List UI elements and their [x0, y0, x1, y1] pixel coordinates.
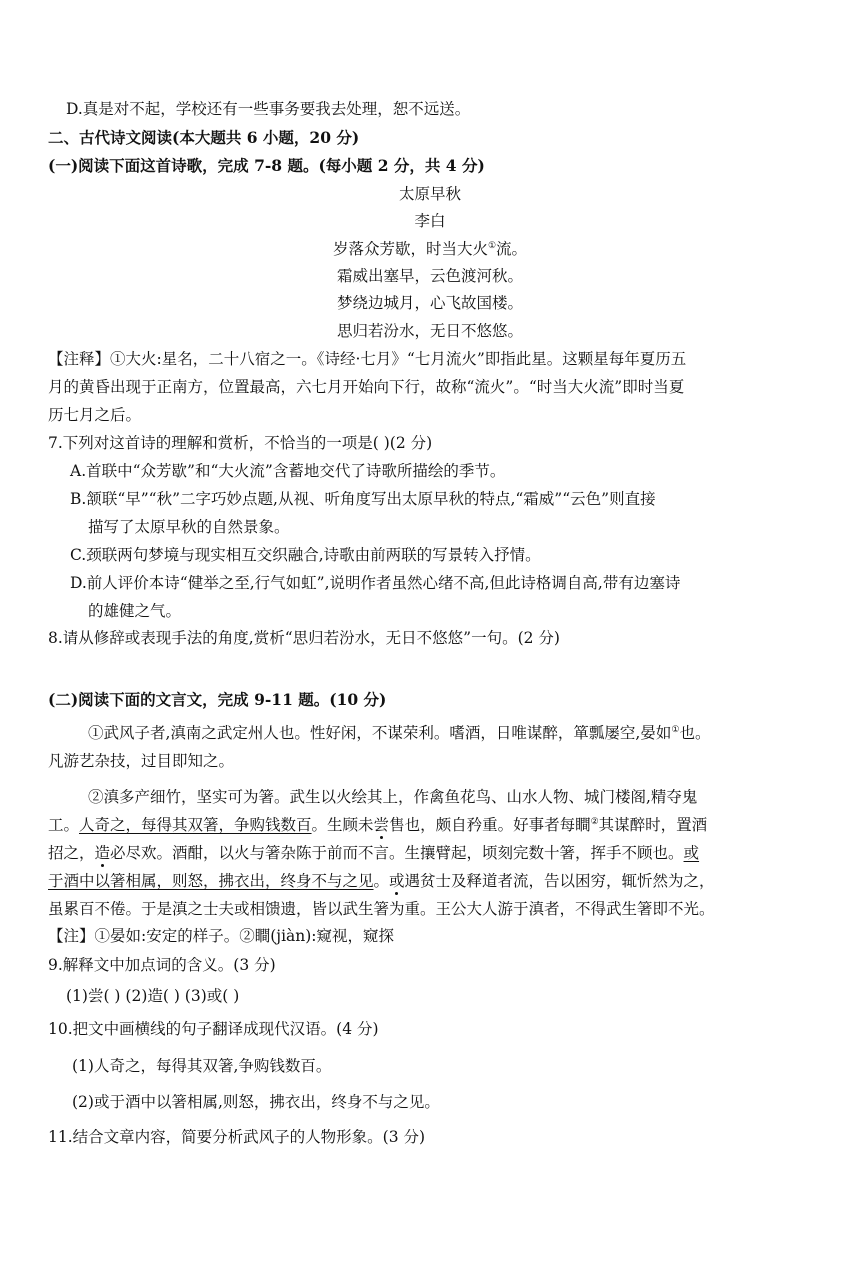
passage-p2-line-2: 工。人奇之，每得其双箸，争购钱数百。生顾未尝售也，颇自矜重。好事者每瞷②其谋醉时，置酒	[48, 816, 708, 834]
poem-title: 太原早秋	[398, 185, 461, 203]
q9-stem: 9.解释文中加点词的含义。(3 分)	[48, 956, 276, 974]
prev-option-d: D.真是对不起，学校还有一些事务要我去处理，恕不远送。	[66, 100, 471, 118]
dotted-word-zao: 造	[94, 844, 111, 862]
poem-line-3: 梦绕边城月，心飞故国楼。	[336, 294, 523, 312]
poem-line-4: 思归若汾水，无日不悠悠。	[336, 322, 523, 340]
underlined-sentence-1: 人奇之，每得其双箸，争购钱数百	[79, 816, 312, 834]
poem-note-line-2: 月的黄昏出现于正南方，位置最高，六七月开始向下行，故称“流火”。“时当大火流”即时当夏	[48, 378, 685, 396]
footnote-mark: ①	[671, 724, 680, 735]
poem-author: 李白	[414, 212, 446, 230]
q7-option-a: A.首联中“众芳歇”和“大火流”含蓄地交代了诗歌所描绘的季节。	[70, 462, 506, 480]
footnote-mark: ①	[487, 240, 497, 251]
poem-line-2: 霜威出塞早，云色渡河秋。	[336, 267, 523, 285]
passage-p2-line-5: 虽累百不倦。于是滇之士夫或相馈遗，皆以武生箸为重。王公大人游于滇者，不得武生箸即不光。	[48, 900, 715, 918]
passage-p2-line-1: ②滇多产细竹，坚实可为箸。武生以火绘其上，作禽鱼花鸟、山水人物、城门楼阁,精夺鬼	[88, 788, 698, 806]
q7-option-b: B.颔联“早”“秋”二字巧妙点题,从视、听角度写出太原早秋的特点,“霜威”“云色”则直接	[70, 490, 656, 508]
q11: 11.结合文章内容，简要分析武风子的人物形象。(3 分)	[48, 1128, 426, 1146]
footnote-mark: ②	[590, 816, 599, 827]
q7-option-d: D.前人评价本诗“健举之至,行气如虹”,说明作者虽然心绪不高,但此诗格调自高,带有边塞诗	[70, 574, 681, 592]
dotted-word-huo: 或	[389, 872, 405, 890]
q10-sentence-1: (1)人奇之，每得其双箸,争购钱数百。	[72, 1057, 332, 1075]
q8: 8.请从修辞或表现手法的角度,赏析“思归若汾水，无日不悠悠”一句。(2 分)	[48, 629, 560, 647]
passage-note: 【注】①晏如:安定的样子。②瞷(jiàn):窥视，窥探	[48, 927, 395, 945]
poem-note-line-1: 【注释】①大火:星名，二十八宿之一。《诗经·七月》“七月流火”即指此星。这颗星每年夏历五	[48, 350, 687, 368]
part2-heading: (二)阅读下面的文言文，完成 9-11 题。(10 分)	[48, 690, 387, 709]
poem-note-line-3: 历七月之后。	[48, 406, 142, 424]
q7-stem: 7.下列对这首诗的理解和赏析，不恰当的一项是( )(2 分)	[48, 434, 433, 452]
section-heading: 二、古代诗文阅读(本大题共 6 小题，20 分)	[48, 128, 360, 147]
part1-heading: (一)阅读下面这首诗歌，完成 7-8 题。(每小题 2 分，共 4 分)	[48, 156, 485, 175]
underlined-sentence-2: 于酒中以箸相属，则怒，拂衣出，终身不与之见	[48, 872, 374, 890]
underlined-sentence-2-start: 或	[683, 844, 700, 862]
poem-line-1: 岁落众芳歇，时当大火①流。	[332, 240, 528, 258]
q7-option-b-cont: 描写了太原早秋的自然景象。	[88, 518, 290, 536]
q7-option-c: C.颈联两句梦境与现实相互交织融合,诗歌由前两联的写景转入抒情。	[70, 546, 541, 564]
passage-p1-line-1: ①武风子者,滇南之武定州人也。性好闲，不谋荣利。嗜酒，日唯谋醉，箪瓢屡空,晏如①也。	[88, 724, 711, 742]
dotted-word-chang: 尝	[373, 816, 390, 834]
q9-items: (1)尝( ) (2)造( ) (3)或( )	[66, 987, 240, 1005]
passage-p2-line-4: 于酒中以箸相属，则怒，拂衣出，终身不与之见。或遇贫士及释道者流，告以困穷，辄忻然为之，	[48, 872, 715, 890]
passage-p1-line-2: 凡游艺杂技，过目即知之。	[48, 752, 235, 770]
passage-p2-line-3: 招之，造必尽欢。酒酣，以火与箸杂陈于前而不言。生攘臂起，顷刻完数十箸，挥手不顾也。或	[48, 844, 700, 862]
q10-stem: 10.把文中画横线的句子翻译成现代汉语。(4 分)	[48, 1020, 379, 1038]
q10-sentence-2: (2)或于酒中以箸相属,则怒，拂衣出，终身不与之见。	[72, 1093, 440, 1111]
q7-option-d-cont: 的雄健之气。	[88, 602, 182, 620]
